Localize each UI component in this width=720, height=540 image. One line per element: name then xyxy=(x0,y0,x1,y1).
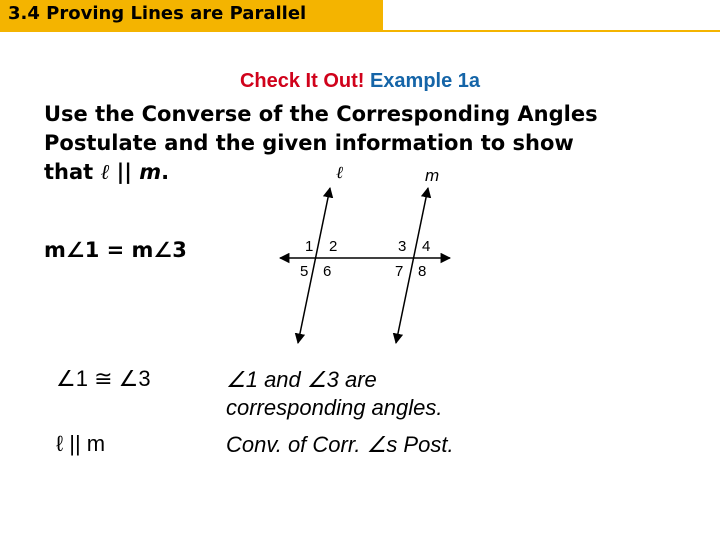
proof-reason-1-line-2: corresponding angles. xyxy=(226,395,443,420)
angle-7-label: 7 xyxy=(395,263,404,280)
proof-reason-1 xyxy=(226,366,442,422)
problem-line-3-prefix: that xyxy=(44,160,101,184)
given-statement: m∠1 = m∠3 xyxy=(44,238,187,262)
angle-4-label: 4 xyxy=(422,238,431,255)
line-l-label: ℓ xyxy=(336,163,344,183)
problem-parallel: || xyxy=(109,160,140,184)
angle-6-label: 6 xyxy=(323,263,332,280)
problem-line-1: Use the Converse of the Corresponding Angles xyxy=(44,102,598,126)
subtitle-check-it-out: Check It Out! xyxy=(239,70,365,92)
angle-2-label: 2 xyxy=(329,238,338,255)
line-m-label: m xyxy=(425,166,440,185)
proof-statement-1: ∠1 ≅ ∠3 xyxy=(56,366,151,391)
slide-title: 3.4 Proving Lines are Parallel xyxy=(8,3,307,24)
proof-reason-1-line-1: ∠1 and ∠3 are xyxy=(226,367,377,392)
angle-5-label: 5 xyxy=(300,263,309,280)
problem-ell: ℓ xyxy=(100,160,110,184)
proof-statement-2: ℓ || m xyxy=(56,431,106,456)
angle-3-label: 3 xyxy=(398,238,407,255)
problem-m: m xyxy=(139,160,162,184)
subtitle-example: Example 1a xyxy=(369,70,481,92)
proof-reason-2: Conv. of Corr. ∠s Post. xyxy=(226,432,454,457)
angle-8-label: 8 xyxy=(418,263,427,280)
problem-period: . xyxy=(161,160,170,184)
angle-1-label: 1 xyxy=(305,238,314,255)
problem-line-2: Postulate and the given information to show xyxy=(44,131,574,155)
